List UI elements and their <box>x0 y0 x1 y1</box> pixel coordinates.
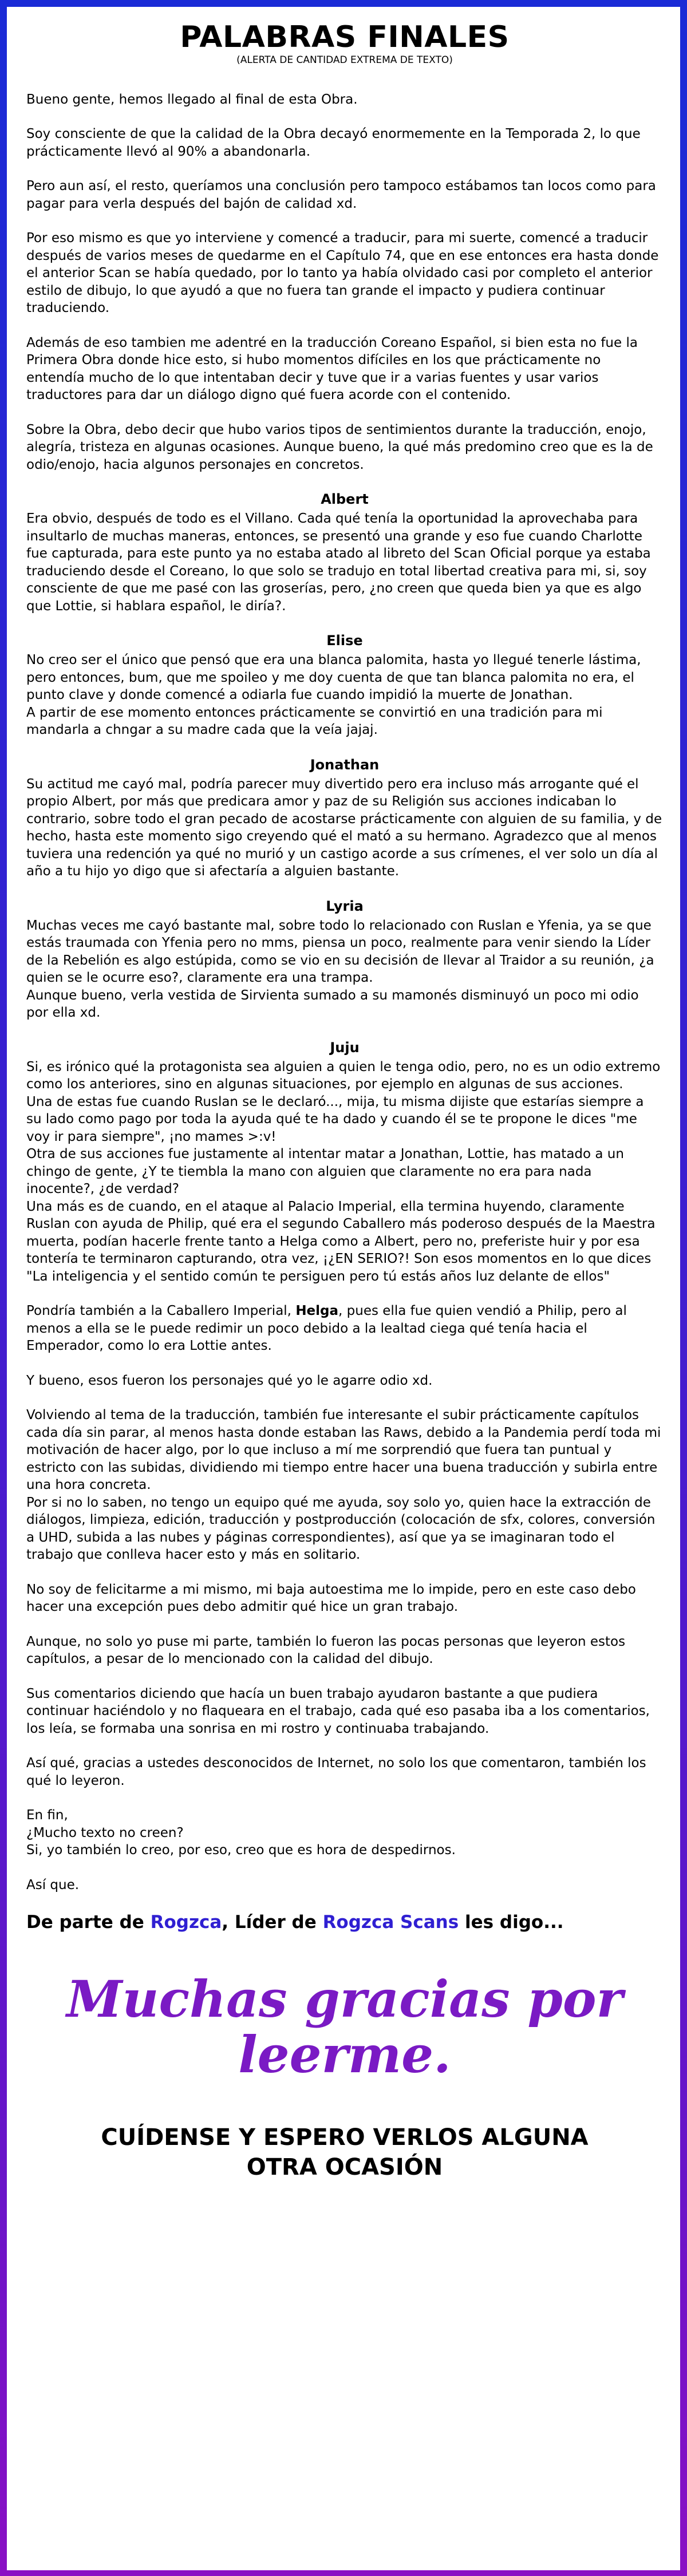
paragraph: Volviendo al tema de la traducción, también fue interesante el subir prácticamente capítulos cada día sin parar, al menos hasta donde estaban las Raws, debido a la Pandemia perdí toda mi motivación de hacer algo, por lo que incluso a mí me sorprendió que fuera tan puntual y estricto con las subidas, dividiendo mi tiempo entre hacer una buena traducción y subirla entre una hora concreta. <box>26 1408 661 1493</box>
paragraph: Sobre la Obra, debo decir que hubo varios tipos de sentimientos durante la traducción, enojo, alegría, tristeza en algunas ocasiones. Aunque bueno, la qué más predomino creo que es la de odio/enojo, hacia algunos personajes en concretos. <box>26 422 653 472</box>
group-name: Rogzca Scans <box>322 1912 459 1933</box>
thanks-banner: Muchas gracias por leerme. <box>66 1969 623 2085</box>
paragraph: Muchas veces me cayó bastante mal, sobre todo lo relacionado con Ruslan e Yfenia, ya se que estás traumada con Yfenia pero no mms, piensa un poco, realmente para venir siendo la Líder de la Rebelión es algo estúpida, como se vio en su decisión de llevar al Traidor a su reunión, ¿a quien se le ocurre eso?, claramente era una trampa. <box>26 918 654 986</box>
author-name: Rogzca <box>150 1912 222 1933</box>
paragraph: Era obvio, después de todo es el Villano. Cada qué tenía la oportunidad la aprovechaba para insultarlo de muchas maneras, entonces, se presentó una grande y eso fue cuando Charlotte fue capturada, para este punto ya no estaba atado al libreto del Scan Oficial porque ya estaba traduciendo desde el Coreano, lo que solo se tradujo en total libertad creativa para mi, si, soy consciente de que me pasé con las groserías, pero, ¿no creen que queda bien ya que es algo que Lottie, si hablara español, le diría?. <box>26 511 651 614</box>
paragraph: Además de eso tambien me adentré en la traducción Coreano Español, si bien esta no fue la Primera Obra donde hice esto, si hubo momentos difíciles en los que prácticamente no entendía mucho de lo que intentaban decir y tuve que ir a varias fuentes y usar varios traductores para dar un diálogo digno qué fuera acorde con el contenido. <box>26 335 638 403</box>
character-heading: Jonathan <box>310 756 380 773</box>
text-run: , Líder de <box>222 1912 323 1933</box>
closing-section <box>26 1302 663 1894</box>
paragraph: Por si no lo saben, no tengo un equipo qué me ayuda, soy solo yo, quien hace la extracción de diálogos, limpieza, edición, traducción y postproducción (colocación de sfx, colores, conversión a UHD, subida a las nubes y páginas correspondientes), así que ya se imaginaran todo el trabajo que conlleva hacer esto y más en solitario. <box>26 1495 656 1563</box>
character-section-lyria <box>26 898 663 1022</box>
character-heading: Albert <box>321 491 369 508</box>
header <box>26 22 663 66</box>
character-section-albert <box>26 491 663 615</box>
paragraph: ¿Mucho texto no creen? <box>26 1825 184 1840</box>
character-heading: Juju <box>330 1039 360 1056</box>
document-sheet <box>7 7 680 2570</box>
paragraph: Soy consciente de que la calidad de la Obra decayó enormemente en la Temporada 2, lo que prácticamente llevó al 90% a abandonarla. <box>26 127 641 159</box>
intro-section <box>26 91 663 474</box>
paragraph: Aunque bueno, verla vestida de Sirvienta sumado a su mamonés disminuyó un poco mi odio por ella xd. <box>26 987 639 1021</box>
character-section-juju <box>26 1039 663 1286</box>
paragraph: Pero aun así, el resto, queríamos una conclusión pero tampoco estábamos tan locos como para pagar para verla después del bajón de calidad xd. <box>26 179 656 211</box>
paragraph: Sus comentarios diciendo que hacía un buen trabajo ayudaron bastante a que pudiera continuar haciéndolo y no flaqueara en el trabajo, cada qué eso pasaba iba a los comentarios, los leía, se formaba una sonrisa en mi rostro y continuaba trabajando. <box>26 1686 650 1736</box>
paragraph: En fin, <box>26 1808 68 1823</box>
paragraph: Una más es de cuando, en el ataque al Palacio Imperial, ella termina huyendo, claramente Ruslan con ayuda de Philip, qué era el segundo Caballero más poderoso después de la Maestra muerta, podían hacerle frente tanto a Helga como a Albert, pero no, preferiste huir y por esa tontería te terminaron capturando, otra vez, ¡¿EN SERIO?! Son esos momentos en lo que dices "La inteligencia y el sentido común te persiguen pero tú estás años luz delante de ellos" <box>26 1199 656 1284</box>
helga-paragraph <box>26 1302 663 1355</box>
farewell-message: CUÍDENSE Y ESPERO VERLOS ALGUNA OTRA OCASIÓN <box>101 2124 589 2181</box>
paragraph: Bueno gente, hemos llegado al final de esta Obra. <box>26 92 358 107</box>
paragraph: Si, yo también lo creo, por eso, creo que es hora de despedirnos. <box>26 1843 456 1858</box>
text-run: les digo... <box>459 1912 564 1933</box>
page-title: PALABRAS FINALES <box>180 20 510 54</box>
character-heading: Elise <box>326 633 363 649</box>
paragraph: Si, es irónico qué la protagonista sea alguien a quien le tenga odio, pero, no es un odio extremo como los anteriores, sino en algunas situaciones, por ejemplo en algunas de sus acciones. <box>26 1059 661 1092</box>
text-run: , pues ella fue quien vendió a Philip, pero al menos a ella se le puede redimir un poco debido a la lealtad ciega qué tenía hacia el Emperador, como lo era Lottie antes. <box>26 1303 627 1354</box>
paragraph: Su actitud me cayó mal, podría parecer muy divertido pero era incluso más arrogante qué el propio Albert, por más que predicara amor y paz de su Religión sus acciones indicaban lo contrario, sobre todo el gran pecado de acostarse prácticamente con alguien de su familia, y de hecho, hasta este momento sigo creyendo qué el mató a su hermano. Agradezco que al menos tuviera una redención ya qué no murió y un castigo acorde a sus crímenes, el ver solo un día al año a tu hijo yo digo que si afectaría a alguien bastante. <box>26 776 662 879</box>
paragraph: Así qué, gracias a ustedes desconocidos de Internet, no solo los que comentaron, también los qué lo leyeron. <box>26 1756 646 1788</box>
page-subtitle: (ALERTA DE CANTIDAD EXTREMA DE TEXTO) <box>236 54 453 66</box>
paragraph: Una de estas fue cuando Ruslan se le declaró..., mija, tu misma dijiste que estarías siempre a su lado como pago por toda la ayuda qué te ha dado y cuando él se te propone le dices "me voy ir para siempre", ¡no mames >:v! <box>26 1094 644 1144</box>
signoff-line <box>26 1911 663 1934</box>
helga-name: Helga <box>295 1303 339 1319</box>
paragraph: Por eso mismo es que yo interviene y comencé a traducir, para mi suerte, comencé a traducir después de varios meses de quedarme en el Capítulo 74, que en ese entonces era hasta donde el anterior Scan se había quedado, por lo tanto ya había olvidado casi por completo el anterior estilo de dibujo, lo que ayudó a que no fuera tan grande el impacto y pudiera continuar traduciendo. <box>26 231 659 316</box>
paragraph: Aunque, no solo yo puse mi parte, también lo fueron las pocas personas que leyeron estos capítulos, a pesar de lo mencionado con la calidad del dibujo. <box>26 1634 626 1667</box>
character-heading: Lyria <box>326 898 364 914</box>
text-run: Pondría también a la Caballero Imperial, <box>26 1303 296 1319</box>
paragraph: No creo ser el único que pensó que era una blanca palomita, hasta yo llegué tenerle lástima, pero entonces, bum, que me spoileo y me doy cuenta de que tan blanca palomita no era, el punto clave y donde comencé a odiarla fue cuando impidió la muerte de Jonathan. <box>26 653 641 703</box>
paragraph: Así que. <box>26 1877 80 1893</box>
paragraph: Otra de sus acciones fue justamente al intentar matar a Jonathan, Lottie, has matado a un chingo de gente, ¿Y te tiembla la mano con alguien que claramente no era para nada inocente?, ¿de verdad? <box>26 1147 624 1197</box>
paragraph: No soy de felicitarme a mi mismo, mi baja autoestima me lo impide, pero en este caso debo hacer una excepción pues debo admitir qué hice un gran trabajo. <box>26 1582 636 1615</box>
paragraph: Y bueno, esos fueron los personajes qué yo le agarre odio xd. <box>26 1373 433 1388</box>
character-section-jonathan <box>26 756 663 880</box>
text-run: De parte de <box>26 1912 151 1933</box>
paragraph: A partir de ese momento entonces prácticamente se convirtió en una tradición para mi mandarla a chngar a su madre cada que la veía jajaj. <box>26 705 603 738</box>
character-section-elise <box>26 632 663 739</box>
